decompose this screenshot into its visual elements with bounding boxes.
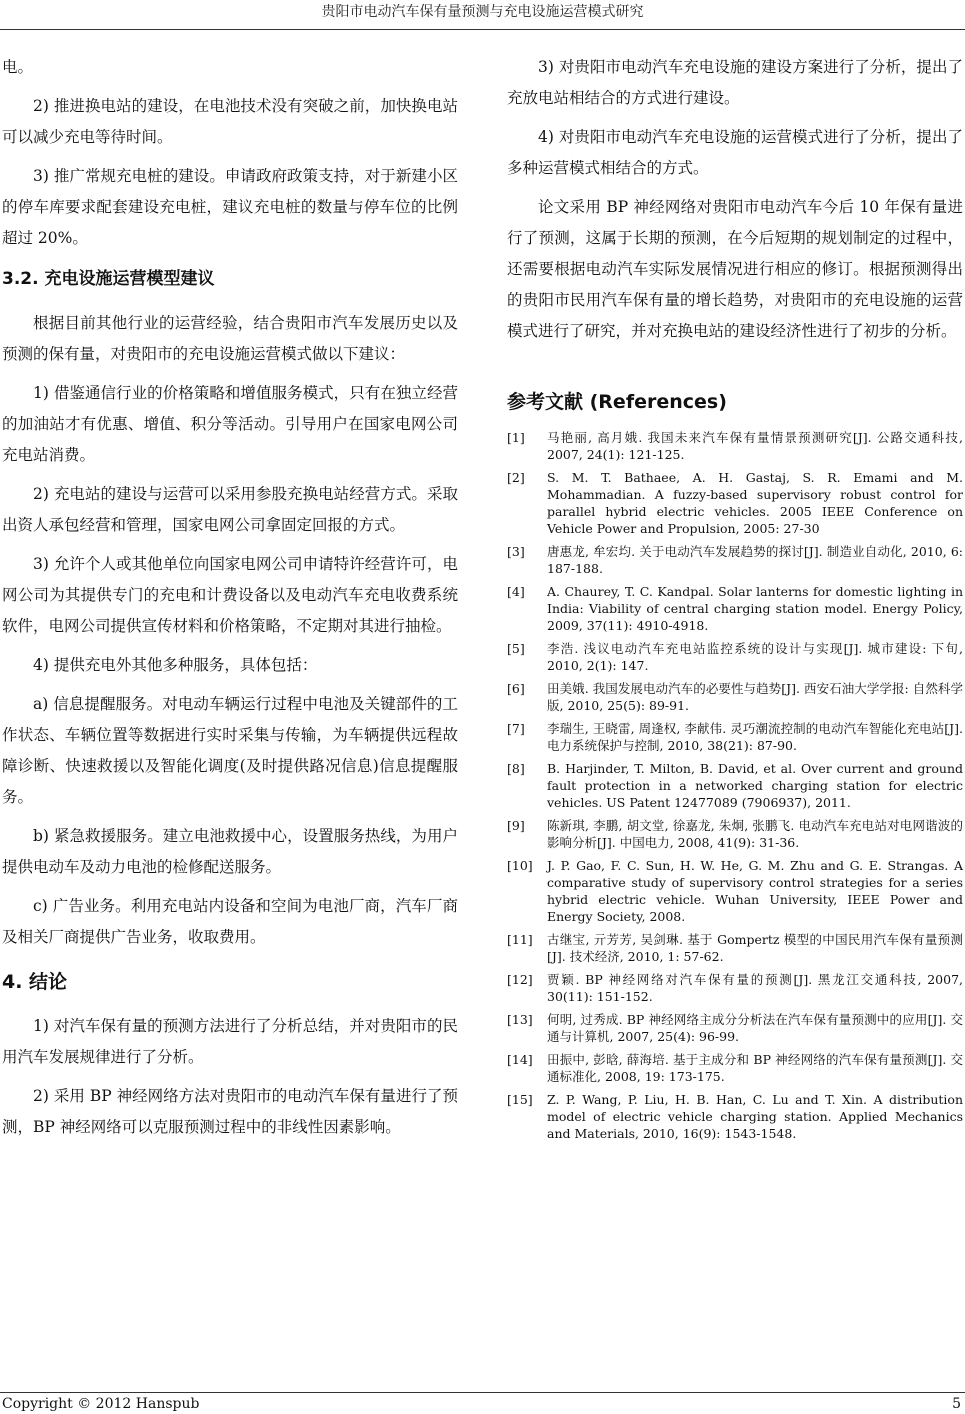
reference-item bbox=[507, 469, 963, 537]
reference-number: [12] bbox=[507, 972, 533, 987]
reference-text: 李浩. 浅议电动汽车充电站监控系统的设计与实现[J]. 城市建设: 下旬, 2010, 2(1): 147. bbox=[547, 641, 963, 673]
reference-number: [5] bbox=[507, 641, 525, 656]
reference-text: 唐惠龙, 牟宏均. 关于电动汽车发展趋势的探讨[J]. 制造业自动化, 2010, 6: 187-188. bbox=[547, 544, 963, 576]
reference-item bbox=[507, 429, 963, 463]
reference-text: 李瑞生, 王晓雷, 周逢权, 李献伟. 灵巧潮流控制的电动汽车智能化充电站[J]. 电力系统保护与控制, 2010, 38(21): 87-90. bbox=[547, 721, 963, 753]
running-header: 贵阳市电动汽车保有量预测与充电设施运营模式研究 bbox=[321, 4, 644, 20]
reference-number: [2] bbox=[507, 470, 525, 485]
reference-item bbox=[507, 931, 963, 965]
reference-item bbox=[507, 543, 963, 577]
paragraph-service-a: a) 信息提醒服务。对电动车辆运行过程中电池及关键部件的工作状态、车辆位置等数据进行实时采集与传输，为车辆提供远程故障诊断、快速救援以及智能化调度(及时提供路况信息)信息提醒服务。 bbox=[2, 695, 458, 806]
paragraph-conclusion-3: 3) 对贵阳市电动汽车充电设施的建设方案进行了分析，提出了充放电站相结合的方式进行建设。 bbox=[507, 58, 963, 107]
reference-text: 马艳丽, 高月娥. 我国未来汽车保有量情景预测研究[J]. 公路交通科技, 2007, 24(1): 121-125. bbox=[547, 430, 963, 462]
footer-rule bbox=[0, 1392, 965, 1393]
reference-text: A. Chaurey, T. C. Kandpal. Solar lanterns for domestic lighting in India: Viability of central charging station model. Energy Policy, 2009, 37(11): 4910-4918. bbox=[547, 584, 963, 633]
paragraph-conclusion-2: 2) 采用 BP 神经网络方法对贵阳市的电动汽车保有量进行了预测，BP 神经网络可以克服预测过程中的非线性因素影响。 bbox=[2, 1087, 458, 1136]
paragraph-summary: 论文采用 BP 神经网络对贵阳市电动汽车今后 10 年保有量进行了预测，这属于长期的预测，在今后短期的规划制定的过程中，还需要根据电动汽车实际发展情况进行相应的修订。根据预测得出的贵阳市民用汽车保有量的增长趋势，对贵阳市的充电设施的运营模式进行了研究，并对充换电站的建设经济性进行了初步的分析。 bbox=[507, 198, 963, 340]
reference-item bbox=[507, 720, 963, 754]
paragraph-item-3-charging-piles: 3) 推广常规充电桩的建设。申请政府政策支持，对于新建小区的停车库要求配套建设充电桩，建议充电桩的数量与停车位的比例超过 20%。 bbox=[2, 167, 458, 247]
reference-text: 陈新琪, 李鹏, 胡文堂, 徐嘉龙, 朱炯, 张鹏飞. 电动汽车充电站对电网谐波的影响分析[J]. 中国电力, 2008, 41(9): 31-36. bbox=[547, 818, 963, 850]
references-heading: 参考文献 (References) bbox=[507, 391, 727, 413]
reference-text: 贾颖. BP 神经网络对汽车保有量的预测[J]. 黑龙江交通科技, 2007, 30(11): 151-152. bbox=[547, 972, 963, 1004]
footer-copyright: Copyright © 2012 Hanspub bbox=[2, 1396, 200, 1412]
reference-number: [7] bbox=[507, 721, 525, 736]
reference-item bbox=[507, 817, 963, 851]
page-number: 5 bbox=[952, 1396, 961, 1412]
reference-text: 古继宝, 亓芳芳, 吴剑琳. 基于 Gompertz 模型的中国民用汽车保有量预测[J]. 技术经济, 2010, 1: 57-62. bbox=[547, 932, 963, 964]
reference-item bbox=[507, 1051, 963, 1085]
reference-text: B. Harjinder, T. Milton, B. David, et al. Over current and ground fault protection in a networked charging station for electric vehicles. US Patent 12477089 (7906937), 2011. bbox=[547, 761, 963, 810]
reference-item bbox=[507, 1091, 963, 1142]
paragraph-suggestion-2: 2) 充电站的建设与运营可以采用参股充换电站经营方式。采取出资人承包经营和管理，国家电网公司拿固定回报的方式。 bbox=[2, 485, 458, 534]
reference-list bbox=[507, 429, 963, 1142]
reference-item bbox=[507, 680, 963, 714]
paragraph-suggestion-1: 1) 借鉴通信行业的价格策略和增值服务模式，只有在独立经营的加油站才有优惠、增值、积分等活动。引导用户在国家电网公司充电站消费。 bbox=[2, 384, 458, 464]
reference-text: S. M. T. Bathaee, A. H. Gastaj, S. R. Emami and M. Mohammadian. A fuzzy-based supervisory robust control for parallel hybrid electric vehicles. 2005 IEEE Conference on Vehicle Power and Propulsion, 2005: 27-30 bbox=[547, 470, 963, 536]
reference-item bbox=[507, 760, 963, 811]
reference-number: [10] bbox=[507, 858, 533, 873]
header-rule bbox=[0, 29, 965, 30]
reference-item bbox=[507, 971, 963, 1005]
section-heading-4-conclusion: 4. 结论 bbox=[2, 971, 68, 993]
paragraph-suggestion-4: 4) 提供充电外其他多种服务，具体包括： bbox=[33, 656, 318, 674]
paragraph-operation-intro: 根据目前其他行业的运营经验，结合贵阳市汽车发展历史以及预测的保有量，对贵阳市的充电设施运营模式做以下建议： bbox=[2, 314, 458, 363]
paragraph-item-2-battery-swap: 2) 推进换电站的建设，在电池技术没有突破之前，加快换电站可以减少充电等待时间。 bbox=[2, 97, 458, 146]
reference-number: [1] bbox=[507, 430, 525, 445]
reference-number: [8] bbox=[507, 761, 525, 776]
reference-item bbox=[507, 857, 963, 925]
reference-text: 何明, 过秀成. BP 神经网络主成分分析法在汽车保有量预测中的应用[J]. 交通与计算机, 2007, 25(4): 96-99. bbox=[547, 1012, 963, 1044]
reference-item bbox=[507, 583, 963, 634]
reference-text: 田美娥. 我国发展电动汽车的必要性与趋势[J]. 西安石油大学学报: 自然科学版, 2010, 25(5): 89-91. bbox=[547, 681, 963, 713]
paragraph-conclusion-4: 4) 对贵阳市电动汽车充电设施的运营模式进行了分析，提出了多种运营模式相结合的方式。 bbox=[507, 128, 963, 177]
reference-text: Z. P. Wang, P. Liu, H. B. Han, C. Lu and T. Xin. A distribution model of electric vehicle charging station. Applied Mechanics and Materials, 2010, 16(9): 1543-1548. bbox=[547, 1092, 963, 1141]
reference-number: [13] bbox=[507, 1012, 533, 1027]
paragraph-service-b: b) 紧急救援服务。建立电池救援中心，设置服务热线，为用户提供电动车及动力电池的检修配送服务。 bbox=[2, 827, 458, 876]
paragraph-continuation: 电。 bbox=[2, 58, 34, 76]
reference-number: [9] bbox=[507, 818, 525, 833]
section-heading-3-2: 3.2. 充电设施运营模型建议 bbox=[2, 269, 215, 289]
reference-number: [4] bbox=[507, 584, 525, 599]
reference-number: [11] bbox=[507, 932, 533, 947]
reference-text: 田振中, 彭晗, 薛海培. 基于主成分和 BP 神经网络的汽车保有量预测[J]. 交通标准化, 2008, 19: 173-175. bbox=[547, 1052, 963, 1084]
paragraph-service-c: c) 广告业务。利用充电站内设备和空间为电池厂商，汽车厂商及相关厂商提供广告业务，收取费用。 bbox=[2, 897, 458, 946]
reference-number: [3] bbox=[507, 544, 525, 559]
reference-number: [14] bbox=[507, 1052, 533, 1067]
left-column bbox=[2, 52, 458, 1151]
reference-item bbox=[507, 1011, 963, 1045]
reference-text: J. P. Gao, F. C. Sun, H. W. He, G. M. Zhu and G. E. Strangas. A comparative study of supervisory control strategies for a series hybrid electric vehicle. Wuhan University, IEEE Power and Energy Society, 2008. bbox=[547, 858, 963, 924]
paragraph-suggestion-3: 3) 允许个人或其他单位向国家电网公司申请特许经营许可，电网公司为其提供专门的充电和计费设备以及电动汽车充电收费系统软件，电网公司提供宣传材料和价格策略，不定期对其进行抽检。 bbox=[2, 555, 458, 635]
reference-number: [15] bbox=[507, 1092, 533, 1107]
reference-item bbox=[507, 640, 963, 674]
paragraph-conclusion-1: 1) 对汽车保有量的预测方法进行了分析总结，并对贵阳市的民用汽车发展规律进行了分析。 bbox=[2, 1017, 458, 1066]
right-column bbox=[507, 52, 963, 1148]
reference-number: [6] bbox=[507, 681, 525, 696]
